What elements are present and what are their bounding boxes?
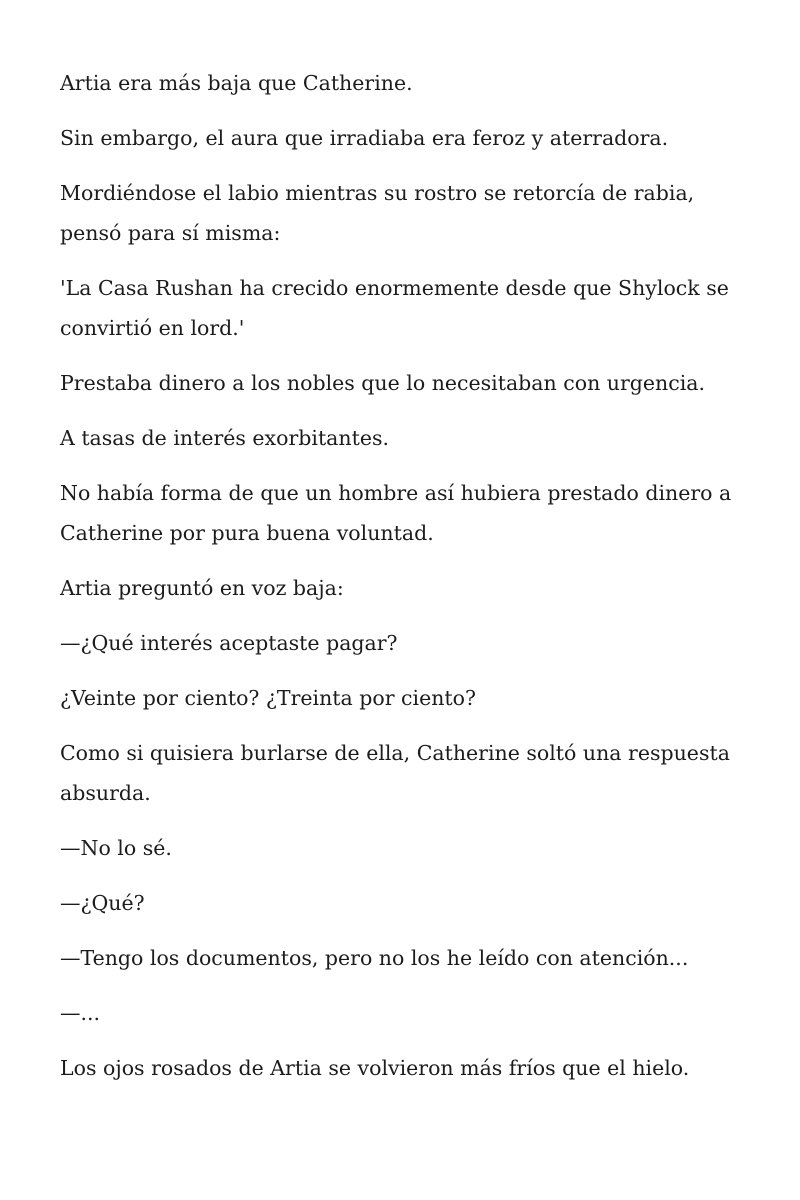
dialogue-line: —... xyxy=(60,1001,101,1025)
dialogue-line: —Tengo los documentos, pero no los he leído con atención... xyxy=(60,946,689,970)
paragraph: Mordiéndose el labio mientras su rostro se retorcía de rabia, pensó para sí misma: xyxy=(60,181,695,245)
document-body xyxy=(60,63,750,1103)
dialogue-line: —¿Qué interés aceptaste pagar? xyxy=(60,631,398,655)
paragraph: A tasas de interés exorbitantes. xyxy=(60,426,390,450)
dialogue-line: —¿Qué? xyxy=(60,891,145,915)
paragraph: ¿Veinte por ciento? ¿Treinta por ciento? xyxy=(60,686,476,710)
paragraph: Artia preguntó en voz baja: xyxy=(60,576,344,600)
paragraph: Los ojos rosados de Artia se volvieron más fríos que el hielo. xyxy=(60,1056,690,1080)
dialogue-line: —No lo sé. xyxy=(60,836,172,860)
paragraph: Como si quisiera burlarse de ella, Catherine soltó una respuesta absurda. xyxy=(60,741,730,805)
paragraph: 'La Casa Rushan ha crecido enormemente desde que Shylock se convirtió en lord.' xyxy=(60,276,729,340)
paragraph: Prestaba dinero a los nobles que lo necesitaban con urgencia. xyxy=(60,371,706,395)
paragraph: Sin embargo, el aura que irradiaba era feroz y aterradora. xyxy=(60,126,669,150)
paragraph: No había forma de que un hombre así hubiera prestado dinero a Catherine por pura buena voluntad. xyxy=(60,481,732,545)
paragraph: Artia era más baja que Catherine. xyxy=(60,71,413,95)
